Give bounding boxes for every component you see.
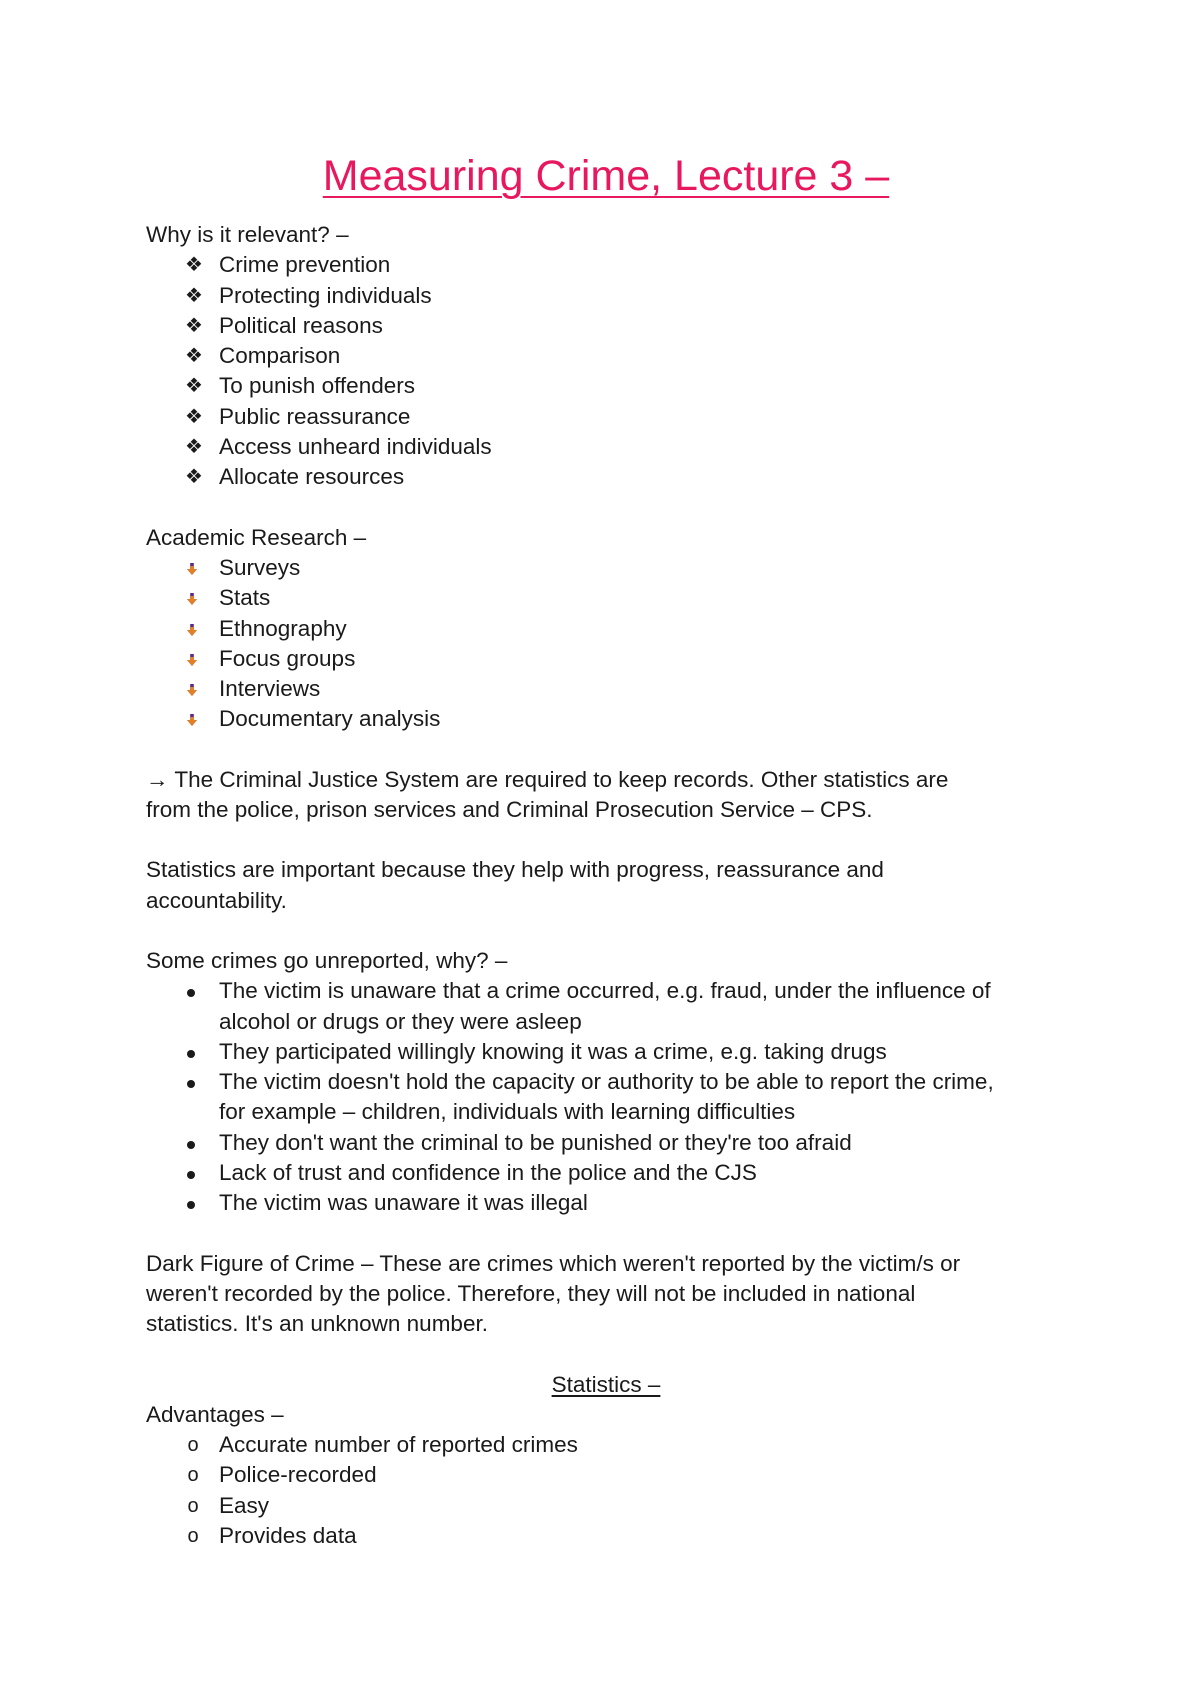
cjs-paragraph-line-1: → The Criminal Justice System are required to keep records. Other statistics are (146, 766, 949, 792)
list-item: o Easy (146, 1491, 1066, 1521)
spacer (146, 735, 1066, 765)
circle-bullet-icon: o (187, 1464, 199, 1487)
list-item: Documentary analysis (146, 704, 1066, 734)
dark-figure-line-2: weren't recorded by the police. Therefore, they will not be included in national (146, 1280, 916, 1306)
diamond-bullet-icon: ❖ (185, 254, 203, 277)
relevance-list (146, 250, 1066, 492)
circle-bullet-icon: o (187, 1494, 199, 1517)
list-item: ❖ Crime prevention (146, 250, 1066, 280)
diamond-bullet-icon: ❖ (185, 405, 203, 428)
list-item: The victim was unaware it was illegal (146, 1188, 1066, 1218)
dot-bullet-icon (187, 1080, 195, 1088)
arrow-bullet-icon (184, 712, 200, 728)
dot-bullet-icon (187, 1050, 195, 1058)
spacer (146, 1219, 1066, 1249)
spacer (146, 493, 1066, 523)
academic-list (146, 553, 1066, 735)
spacer (146, 825, 1066, 855)
diamond-bullet-icon: ❖ (185, 375, 203, 398)
advantages-list (146, 1430, 1066, 1551)
list-item: Ethnography (146, 614, 1066, 644)
spacer (146, 916, 1066, 946)
dot-bullet-icon (187, 1171, 195, 1179)
arrow-bullet-icon (184, 622, 200, 638)
list-item: They don't want the criminal to be punished or they're too afraid (146, 1128, 1066, 1158)
list-item: ❖ Access unheard individuals (146, 432, 1066, 462)
circle-bullet-icon: o (187, 1434, 199, 1457)
arrow-bullet-icon (184, 652, 200, 668)
spacer (146, 1340, 1066, 1370)
list-item: ❖ Allocate resources (146, 462, 1066, 492)
importance-paragraph-line-2: accountability. (146, 887, 287, 913)
list-item: Stats (146, 583, 1066, 613)
list-item: Lack of trust and confidence in the police and the CJS (146, 1158, 1066, 1188)
list-item: o Police-recorded (146, 1460, 1066, 1490)
statistics-heading: Statistics – (551, 1371, 661, 1397)
circle-bullet-icon: o (187, 1524, 199, 1547)
importance-paragraph-line-1: Statistics are important because they help with progress, reassurance and (146, 857, 884, 883)
dot-bullet-icon (187, 1141, 195, 1149)
list-item: ❖ Protecting individuals (146, 281, 1066, 311)
dot-bullet-icon (187, 1201, 195, 1209)
diamond-bullet-icon: ❖ (185, 466, 203, 489)
list-item: The victim is unaware that a crime occurred, e.g. fraud, under the influence of alcohol or drugs or they were asleep (146, 976, 1066, 1037)
unreported-heading: Some crimes go unreported, why? – (146, 947, 508, 973)
list-item: The victim doesn't hold the capacity or authority to be able to report the crime, for example – children, individuals with learning difficulties (146, 1067, 1066, 1128)
dark-figure-line-3: statistics. It's an unknown number. (146, 1311, 488, 1337)
diamond-bullet-icon: ❖ (185, 345, 203, 368)
dot-bullet-icon (187, 989, 195, 997)
list-item: They participated willingly knowing it was a crime, e.g. taking drugs (146, 1037, 1066, 1067)
dark-figure-line-1: Dark Figure of Crime – These are crimes which weren't reported by the victim/s or (146, 1250, 961, 1276)
list-item: Interviews (146, 674, 1066, 704)
cjs-paragraph-line-2: from the police, prison services and Criminal Prosecution Service – CPS. (146, 797, 873, 823)
arrow-bullet-icon (184, 561, 200, 577)
diamond-bullet-icon: ❖ (185, 284, 203, 307)
list-item: Focus groups (146, 644, 1066, 674)
unreported-list (146, 976, 1066, 1218)
list-item: Surveys (146, 553, 1066, 583)
list-item: ❖ Public reassurance (146, 402, 1066, 432)
list-item: o Provides data (146, 1521, 1066, 1551)
list-item: ❖ Political reasons (146, 311, 1066, 341)
diamond-bullet-icon: ❖ (185, 314, 203, 337)
arrow-bullet-icon (184, 591, 200, 607)
academic-heading: Academic Research – (146, 524, 367, 550)
document-page (146, 150, 1066, 1551)
list-item: ❖ To punish offenders (146, 371, 1066, 401)
advantages-heading: Advantages – (146, 1401, 284, 1427)
diamond-bullet-icon: ❖ (185, 436, 203, 459)
page-title: Measuring Crime, Lecture 3 – (322, 152, 890, 200)
arrow-bullet-icon (184, 682, 200, 698)
relevance-heading: Why is it relevant? – (146, 222, 349, 247)
list-item: ❖ Comparison (146, 341, 1066, 371)
right-arrow-icon: → (146, 766, 169, 792)
list-item: o Accurate number of reported crimes (146, 1430, 1066, 1460)
